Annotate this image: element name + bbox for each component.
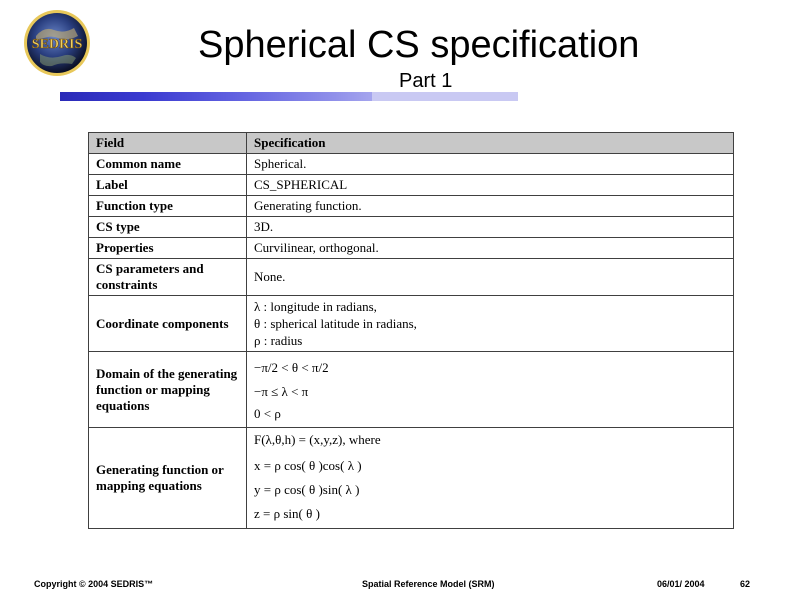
table-row — [89, 175, 734, 196]
svg-text:SEDRIS: SEDRIS — [31, 37, 83, 52]
table-row — [89, 217, 734, 238]
row-spec: Curvilinear, orthogonal. — [247, 238, 734, 259]
row-spec: Spherical. — [247, 154, 734, 175]
row-field: Function type — [89, 196, 247, 217]
row-field: Domain of the generating function or mapping equations — [89, 352, 247, 428]
row-field: Common name — [89, 154, 247, 175]
row-spec: CS_SPHERICAL — [247, 175, 734, 196]
row-field: Coordinate components — [89, 296, 247, 352]
spec-line: x = ρ cos( θ )cos( λ ) — [254, 458, 362, 473]
table-row — [89, 196, 734, 217]
table-header-row — [89, 133, 734, 154]
title-underline-bar-light — [372, 92, 518, 101]
col-header-field: Field — [89, 133, 247, 154]
spec-table — [88, 132, 734, 529]
row-spec: None. — [247, 259, 734, 296]
spec-line: z = ρ sin( θ ) — [254, 506, 320, 521]
spec-line: F(λ,θ,h) = (x,y,z), where — [254, 432, 381, 447]
row-spec — [247, 428, 734, 529]
row-field: CS parameters and constraints — [89, 259, 247, 296]
spec-line: θ : spherical latitude in radians, — [254, 316, 417, 331]
footer-title: Spatial Reference Model (SRM) — [362, 579, 495, 589]
spec-line: 0 < ρ — [254, 405, 281, 421]
table-row — [89, 259, 734, 296]
spec-line: λ : longitude in radians, — [254, 299, 377, 314]
table-row — [89, 296, 734, 352]
row-spec: Generating function. — [247, 196, 734, 217]
table-row — [89, 238, 734, 259]
spec-line: −π ≤ λ < π — [254, 383, 309, 399]
table-row — [89, 352, 734, 428]
spec-line: y = ρ cos( θ )sin( λ ) — [254, 482, 360, 497]
table-row — [89, 428, 734, 529]
row-spec — [247, 352, 734, 428]
footer-page-number: 62 — [740, 579, 751, 589]
footer-copyright: Copyright © 2004 SEDRIS™ — [34, 579, 154, 589]
spec-line: −π/2 < θ < π/2 — [254, 359, 329, 375]
sedris-logo — [22, 8, 92, 78]
row-field: Label — [89, 175, 247, 196]
row-spec: 3D. — [247, 217, 734, 238]
slide-subtitle: Part 1 — [399, 70, 453, 92]
col-header-specification: Specification — [247, 133, 734, 154]
spec-line: ρ : radius — [254, 333, 303, 348]
row-spec — [247, 296, 734, 352]
row-field: CS type — [89, 217, 247, 238]
slide-title: Spherical CS specification — [198, 24, 640, 66]
row-field: Generating function or mapping equations — [89, 428, 247, 529]
table-row — [89, 154, 734, 175]
footer-date: 06/01/ 2004 — [657, 579, 705, 589]
row-field: Properties — [89, 238, 247, 259]
